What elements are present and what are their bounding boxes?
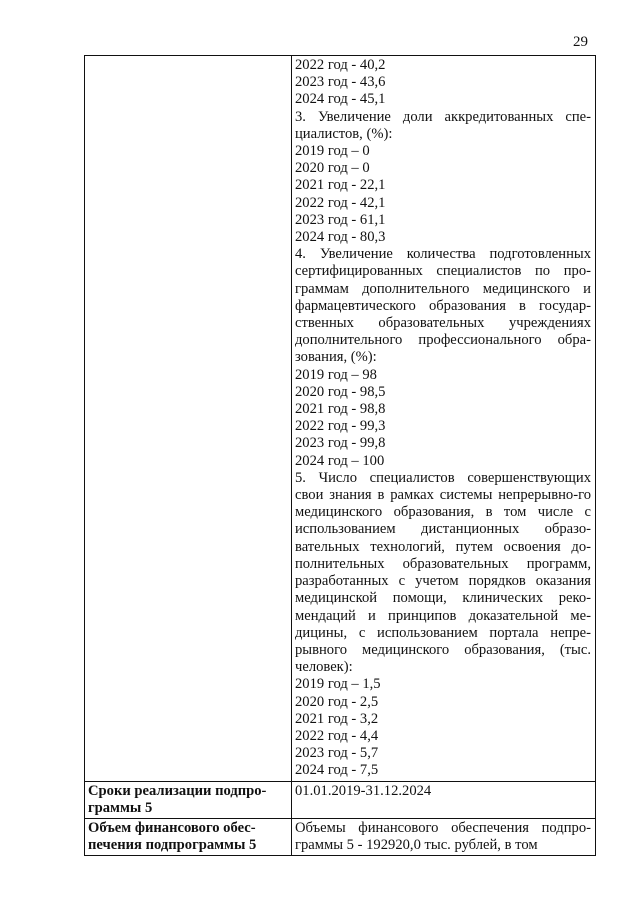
value-line: 2024 год – 100: [295, 452, 385, 469]
value-line: 2019 год – 1,5: [295, 676, 381, 693]
value-line: 2020 год – 0: [295, 160, 370, 177]
program-passport-table: [84, 55, 596, 856]
row-value: Объемы финансового обеспечения подпро-граммы 5 - 192920,0 тыс. рублей, в том: [292, 818, 596, 855]
indicator-4-heading: 4. Увеличение количества подготовленных сертифицированных специалистов по про-граммам дополнительного медицинского и фармацевтического образования в государ-ственных образовательных учреждениях дополнительного профессионального обра-зования, (%):: [295, 246, 591, 366]
table-row-financing: [85, 818, 596, 855]
value-line: 2019 год – 98: [295, 366, 377, 383]
value-line: 2022 год - 40,2: [295, 57, 386, 73]
indicator-3-heading: 3. Увеличение доли аккредитованных спе-циалистов, (%):: [295, 108, 591, 142]
row-label: Сроки реализации подпро-граммы 5: [85, 781, 292, 818]
table-row-terms: [85, 781, 596, 818]
empty-label-cell: [85, 56, 292, 782]
value-line: 2021 год - 22,1: [295, 177, 386, 194]
table-row-indicators: [85, 56, 596, 782]
value-line: 2024 год - 7,5: [295, 762, 379, 779]
value-line: 2020 год - 98,5: [295, 383, 386, 400]
value-line: 2019 год – 0: [295, 143, 370, 160]
value-line: 2022 год - 99,3: [295, 418, 386, 435]
value-line: 2021 год - 98,8: [295, 401, 386, 418]
value-line: 2022 год - 42,1: [295, 194, 386, 211]
value-line: 2022 год - 4,4: [295, 727, 379, 744]
indicator-values-cell: [292, 56, 596, 782]
value-line: 2023 год - 5,7: [295, 745, 379, 762]
value-line: 2023 год - 99,8: [295, 435, 386, 452]
value-line: 2023 год - 61,1: [295, 211, 386, 228]
row-value: 01.01.2019-31.12.2024: [292, 781, 596, 818]
value-line: 2024 год - 80,3: [295, 229, 386, 246]
value-line: 2020 год - 2,5: [295, 693, 379, 710]
page-number: 29: [573, 34, 588, 50]
value-line: 2023 год - 43,6: [295, 74, 386, 91]
indicator-5-heading: 5. Число специалистов совершенствующих свои знания в рамках системы непрерывно-го медицинского образования, в том числе с использованием дистанционных образо-вательных технологий, путем освоения до-полнительных образовательных программ, разработанных с учетом порядков оказания медицинской помощи, клинических реко-мендаций и принципов доказательной ме-дицины, с использованием портала непре-рывного медицинского образования, (тыс. человек):: [295, 469, 591, 676]
value-line: 2021 год - 3,2: [295, 710, 379, 727]
row-label: Объем финансового обес-печения подпрограммы 5: [85, 818, 292, 855]
value-line: 2024 год - 45,1: [295, 91, 386, 108]
